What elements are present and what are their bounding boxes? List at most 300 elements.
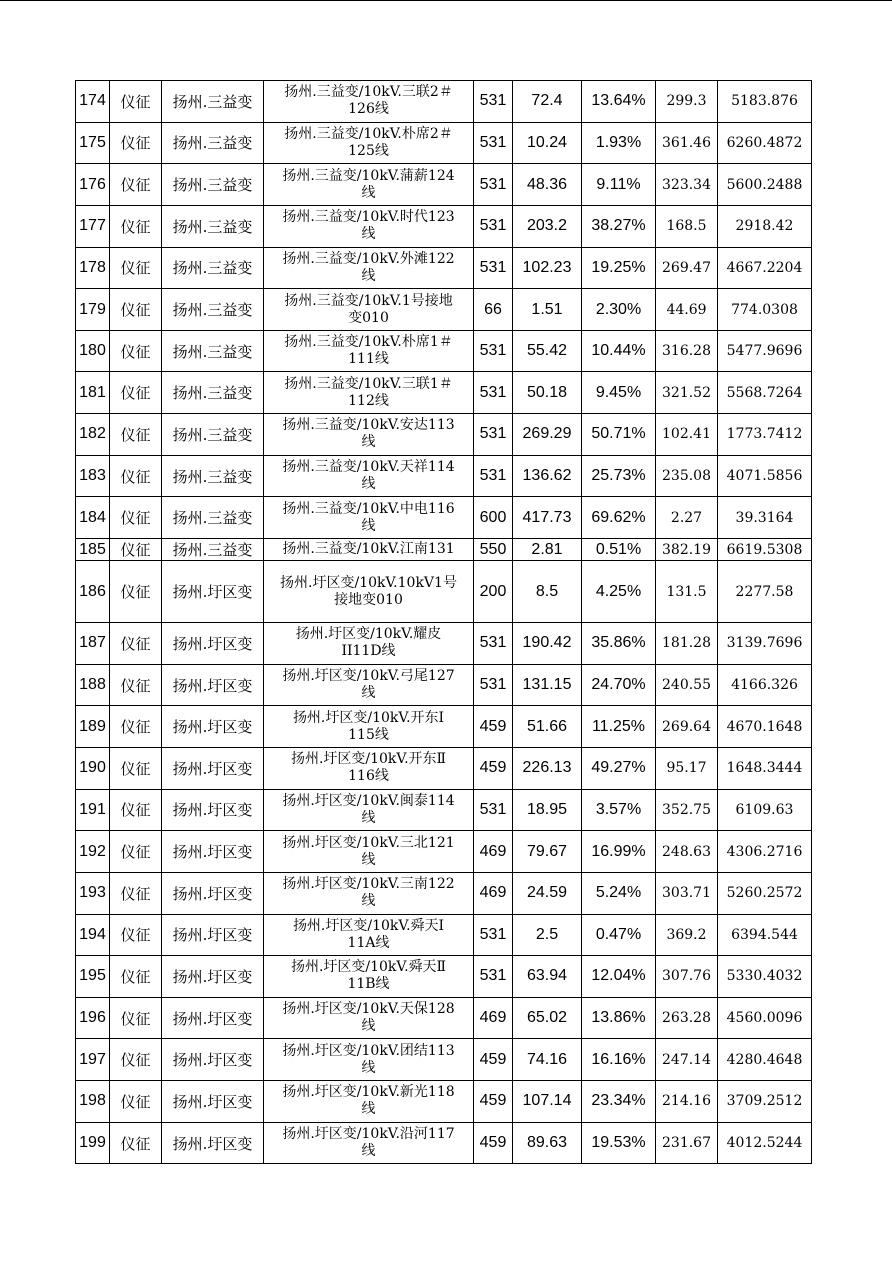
- line-name-cell: [264, 497, 474, 539]
- line-name-part-2: II11D线: [341, 643, 396, 660]
- county-cell: 仪征: [110, 561, 162, 623]
- line-name-part-1: 扬州.圩区变/10kV.开东Ⅱ: [290, 751, 447, 768]
- table-row: [76, 914, 812, 956]
- available-energy-cell: 4560.0096: [718, 997, 812, 1039]
- line-name-cell: [264, 247, 474, 289]
- line-name-part-2: 线: [361, 1143, 376, 1160]
- max-load-cell: 190.42: [513, 623, 582, 665]
- available-energy-cell: 5183.876: [718, 81, 812, 123]
- line-name-part-2: 线: [361, 1018, 376, 1035]
- line-name-part-2: 线: [361, 517, 376, 534]
- max-load-cell: 1.51: [513, 289, 582, 331]
- load-rate-cell: 9.45%: [582, 372, 656, 414]
- available-energy-cell: 4667.2204: [718, 247, 812, 289]
- remaining-capacity-cell: 44.69: [656, 289, 718, 331]
- line-name-part-2: 线: [361, 434, 376, 451]
- load-rate-cell: 13.86%: [582, 997, 656, 1039]
- available-energy-cell: 4280.4648: [718, 1039, 812, 1081]
- line-name-cell: [264, 205, 474, 247]
- substation-cell: 扬州.三益变: [162, 205, 264, 247]
- load-rate-cell: 49.27%: [582, 747, 656, 789]
- row-number-cell: 192: [76, 831, 110, 873]
- load-rate-cell: 12.04%: [582, 956, 656, 998]
- county-cell: 仪征: [110, 623, 162, 665]
- line-name-cell: [264, 455, 474, 497]
- county-cell: 仪征: [110, 664, 162, 706]
- capacity-cell: 531: [474, 247, 513, 289]
- substation-cell: 扬州.圩区变: [162, 1039, 264, 1081]
- county-cell: 仪征: [110, 706, 162, 748]
- remaining-capacity-cell: 316.28: [656, 330, 718, 372]
- substation-cell: 扬州.三益变: [162, 81, 264, 123]
- capacity-cell: 531: [474, 414, 513, 456]
- line-name-part-2: 线: [361, 226, 376, 243]
- remaining-capacity-cell: 168.5: [656, 205, 718, 247]
- county-cell: 仪征: [110, 247, 162, 289]
- remaining-capacity-cell: 382.19: [656, 539, 718, 561]
- row-number-cell: 177: [76, 205, 110, 247]
- capacity-cell: 531: [474, 623, 513, 665]
- table-row: [76, 164, 812, 206]
- load-rate-cell: 38.27%: [582, 205, 656, 247]
- load-rate-cell: 69.62%: [582, 497, 656, 539]
- remaining-capacity-cell: 240.55: [656, 664, 718, 706]
- remaining-capacity-cell: 307.76: [656, 956, 718, 998]
- table-row: [76, 414, 812, 456]
- line-name-part-2: 125线: [348, 142, 389, 159]
- max-load-cell: 131.15: [513, 664, 582, 706]
- line-name-part-2: 接地变010: [334, 591, 403, 608]
- remaining-capacity-cell: 102.41: [656, 414, 718, 456]
- max-load-cell: 2.5: [513, 914, 582, 956]
- available-energy-cell: 4071.5856: [718, 455, 812, 497]
- substation-cell: 扬州.三益变: [162, 497, 264, 539]
- row-number-cell: 180: [76, 330, 110, 372]
- line-name-cell: [264, 372, 474, 414]
- table-row: [76, 122, 812, 164]
- line-name-part-1: 扬州.圩区变/10kV.弓尾127: [282, 668, 455, 684]
- line-name-part-1: 扬州.圩区变/10kV.耀皮: [295, 626, 442, 643]
- line-name-part-2: 11B线: [347, 976, 390, 993]
- max-load-cell: 18.95: [513, 789, 582, 831]
- row-number-cell: 196: [76, 997, 110, 1039]
- available-energy-cell: 1773.7412: [718, 414, 812, 456]
- table-row: [76, 831, 812, 873]
- load-rate-cell: 0.47%: [582, 914, 656, 956]
- line-name-cell: [264, 914, 474, 956]
- capacity-cell: 459: [474, 706, 513, 748]
- line-name-part-1: 扬州.圩区变/10kV.10kV1号: [280, 574, 457, 591]
- substation-cell: 扬州.圩区变: [162, 1081, 264, 1123]
- max-load-cell: 72.4: [513, 81, 582, 123]
- substation-cell: 扬州.圩区变: [162, 831, 264, 873]
- line-name-cell: [264, 330, 474, 372]
- available-energy-cell: 6109.63: [718, 789, 812, 831]
- capacity-cell: 550: [474, 539, 513, 561]
- max-load-cell: 55.42: [513, 330, 582, 372]
- line-name-part-2: 线: [361, 851, 376, 868]
- table-row: [76, 205, 812, 247]
- substation-cell: 扬州.圩区变: [162, 623, 264, 665]
- row-number-cell: 175: [76, 122, 110, 164]
- load-rate-cell: 10.44%: [582, 330, 656, 372]
- row-number-cell: 194: [76, 914, 110, 956]
- available-energy-cell: 3139.7696: [718, 623, 812, 665]
- remaining-capacity-cell: 269.47: [656, 247, 718, 289]
- available-energy-cell: 5330.4032: [718, 956, 812, 998]
- table-row: [76, 872, 812, 914]
- substation-cell: 扬州.圩区变: [162, 997, 264, 1039]
- line-name-part-1: 扬州.圩区变/10kV.团结113: [282, 1042, 455, 1059]
- table-row: [76, 81, 812, 123]
- row-number-cell: 178: [76, 247, 110, 289]
- substation-cell: 扬州.三益变: [162, 289, 264, 331]
- remaining-capacity-cell: 352.75: [656, 789, 718, 831]
- county-cell: 仪征: [110, 1122, 162, 1164]
- remaining-capacity-cell: 323.34: [656, 164, 718, 206]
- max-load-cell: 203.2: [513, 205, 582, 247]
- table-row: [76, 1039, 812, 1081]
- load-rate-cell: 19.53%: [582, 1122, 656, 1164]
- line-name-part-2: 126线: [348, 101, 389, 118]
- capacity-cell: 531: [474, 122, 513, 164]
- remaining-capacity-cell: 303.71: [656, 872, 718, 914]
- capacity-cell: 531: [474, 81, 513, 123]
- line-name-part-1: 扬州.圩区变/10kV.三北121: [282, 834, 455, 851]
- county-cell: 仪征: [110, 872, 162, 914]
- line-name-part-1: 扬州.三益变/10kV.时代123: [282, 209, 455, 226]
- capacity-cell: 200: [474, 561, 513, 623]
- line-name-cell: [264, 1122, 474, 1164]
- available-energy-cell: 3709.2512: [718, 1081, 812, 1123]
- county-cell: 仪征: [110, 164, 162, 206]
- capacity-cell: 531: [474, 455, 513, 497]
- remaining-capacity-cell: 369.2: [656, 914, 718, 956]
- table-row: [76, 289, 812, 331]
- capacity-cell: 459: [474, 1122, 513, 1164]
- load-rate-cell: 50.71%: [582, 414, 656, 456]
- line-name-part-2: 112线: [348, 392, 389, 409]
- capacity-cell: 469: [474, 831, 513, 873]
- line-name-part-2: 变010: [348, 309, 389, 326]
- row-number-cell: 193: [76, 872, 110, 914]
- available-energy-cell: 5477.9696: [718, 330, 812, 372]
- remaining-capacity-cell: 214.16: [656, 1081, 718, 1123]
- available-energy-cell: 2277.58: [718, 561, 812, 623]
- max-load-cell: 65.02: [513, 997, 582, 1039]
- table-body: [76, 81, 812, 1164]
- line-name-part-2: 线: [361, 893, 376, 910]
- available-energy-cell: 39.3164: [718, 497, 812, 539]
- county-cell: 仪征: [110, 372, 162, 414]
- table-row: [76, 1122, 812, 1164]
- remaining-capacity-cell: 131.5: [656, 561, 718, 623]
- available-energy-cell: 1648.3444: [718, 747, 812, 789]
- county-cell: 仪征: [110, 789, 162, 831]
- capacity-cell: 531: [474, 914, 513, 956]
- county-cell: 仪征: [110, 831, 162, 873]
- substation-cell: 扬州.三益变: [162, 539, 264, 561]
- max-load-cell: 136.62: [513, 455, 582, 497]
- line-name-part-1: 扬州.三益变/10kV.外滩122: [282, 250, 455, 267]
- line-name-part-2: 线: [361, 476, 376, 493]
- capacity-cell: 600: [474, 497, 513, 539]
- row-number-cell: 199: [76, 1122, 110, 1164]
- county-cell: 仪征: [110, 289, 162, 331]
- line-name-cell: [264, 414, 474, 456]
- row-number-cell: 181: [76, 372, 110, 414]
- substation-cell: 扬州.圩区变: [162, 561, 264, 623]
- feeder-capacity-table: [75, 80, 812, 1164]
- substation-cell: 扬州.三益变: [162, 330, 264, 372]
- available-energy-cell: 4166.326: [718, 664, 812, 706]
- load-rate-cell: 35.86%: [582, 623, 656, 665]
- substation-cell: 扬州.圩区变: [162, 789, 264, 831]
- capacity-cell: 469: [474, 872, 513, 914]
- county-cell: 仪征: [110, 747, 162, 789]
- max-load-cell: 50.18: [513, 372, 582, 414]
- line-name-cell: [264, 956, 474, 998]
- available-energy-cell: 6394.544: [718, 914, 812, 956]
- table-row: [76, 539, 812, 561]
- row-number-cell: 184: [76, 497, 110, 539]
- remaining-capacity-cell: 2.27: [656, 497, 718, 539]
- capacity-cell: 469: [474, 997, 513, 1039]
- table-row: [76, 623, 812, 665]
- available-energy-cell: 5568.7264: [718, 372, 812, 414]
- line-name-part-2: 线: [361, 685, 376, 701]
- line-name-cell: [264, 789, 474, 831]
- remaining-capacity-cell: 235.08: [656, 455, 718, 497]
- load-rate-cell: 16.99%: [582, 831, 656, 873]
- line-name-part-1: 扬州.圩区变/10kV.三南122: [282, 876, 455, 893]
- row-number-cell: 179: [76, 289, 110, 331]
- load-rate-cell: 3.57%: [582, 789, 656, 831]
- max-load-cell: 102.23: [513, 247, 582, 289]
- max-load-cell: 63.94: [513, 956, 582, 998]
- max-load-cell: 51.66: [513, 706, 582, 748]
- available-energy-cell: 4012.5244: [718, 1122, 812, 1164]
- capacity-cell: 531: [474, 164, 513, 206]
- line-name-part-1: 扬州.圩区变/10kV.舜天Ⅰ: [292, 917, 445, 934]
- row-number-cell: 188: [76, 664, 110, 706]
- table-row: [76, 330, 812, 372]
- county-cell: 仪征: [110, 455, 162, 497]
- capacity-cell: 66: [474, 289, 513, 331]
- line-name-cell: [264, 747, 474, 789]
- line-name-part-2: 线: [361, 267, 376, 284]
- line-name-part-2: 11A线: [347, 934, 390, 951]
- available-energy-cell: 6260.4872: [718, 122, 812, 164]
- available-energy-cell: 4670.1648: [718, 706, 812, 748]
- line-name-part-1: 扬州.三益变/10kV.三联2＃: [284, 84, 453, 101]
- line-name-part-1: 扬州.圩区变/10kV.闽泰114: [282, 792, 455, 809]
- table-row: [76, 497, 812, 539]
- table-row: [76, 247, 812, 289]
- line-name-part-2: 线: [361, 1101, 376, 1118]
- row-number-cell: 191: [76, 789, 110, 831]
- line-name-part-1: 扬州.圩区变/10kV.开东Ⅰ: [292, 709, 445, 726]
- table-row: [76, 997, 812, 1039]
- county-cell: 仪征: [110, 997, 162, 1039]
- row-number-cell: 195: [76, 956, 110, 998]
- capacity-cell: 531: [474, 372, 513, 414]
- line-name-cell: [264, 706, 474, 748]
- load-rate-cell: 11.25%: [582, 706, 656, 748]
- county-cell: 仪征: [110, 81, 162, 123]
- load-rate-cell: 25.73%: [582, 455, 656, 497]
- line-name-part-2: 线: [361, 184, 376, 201]
- max-load-cell: 48.36: [513, 164, 582, 206]
- capacity-cell: 531: [474, 789, 513, 831]
- substation-cell: 扬州.圩区变: [162, 1122, 264, 1164]
- line-name-cell: [264, 539, 474, 561]
- row-number-cell: 176: [76, 164, 110, 206]
- row-number-cell: 187: [76, 623, 110, 665]
- max-load-cell: 269.29: [513, 414, 582, 456]
- line-name-part-2: 线: [361, 1059, 376, 1076]
- county-cell: 仪征: [110, 914, 162, 956]
- remaining-capacity-cell: 247.14: [656, 1039, 718, 1081]
- capacity-cell: 531: [474, 956, 513, 998]
- table-row: [76, 1081, 812, 1123]
- remaining-capacity-cell: 299.3: [656, 81, 718, 123]
- county-cell: 仪征: [110, 414, 162, 456]
- table-row: [76, 561, 812, 623]
- line-name-part-1: 扬州.圩区变/10kV.沿河117: [282, 1126, 455, 1143]
- load-rate-cell: 16.16%: [582, 1039, 656, 1081]
- line-name-part-1: 扬州.三益变/10kV.安达113: [282, 417, 455, 434]
- row-number-cell: 197: [76, 1039, 110, 1081]
- line-name-cell: [264, 664, 474, 706]
- line-name-part-1: 扬州.三益变/10kV.朴席1＃: [284, 334, 453, 351]
- county-cell: 仪征: [110, 330, 162, 372]
- row-number-cell: 185: [76, 539, 110, 561]
- load-rate-cell: 0.51%: [582, 539, 656, 561]
- available-energy-cell: 6619.5308: [718, 539, 812, 561]
- available-energy-cell: 5600.2488: [718, 164, 812, 206]
- line-name-part-1: 扬州.三益变/10kV.蒲薪124: [282, 167, 455, 184]
- line-name-cell: [264, 289, 474, 331]
- line-name-part-2: 111线: [348, 351, 389, 368]
- line-name-part-1: 扬州.圩区变/10kV.新光118: [282, 1084, 455, 1101]
- available-energy-cell: 4306.2716: [718, 831, 812, 873]
- line-name-cell: [264, 164, 474, 206]
- county-cell: 仪征: [110, 1039, 162, 1081]
- max-load-cell: 226.13: [513, 747, 582, 789]
- line-name-cell: [264, 872, 474, 914]
- max-load-cell: 417.73: [513, 497, 582, 539]
- remaining-capacity-cell: 321.52: [656, 372, 718, 414]
- substation-cell: 扬州.三益变: [162, 247, 264, 289]
- remaining-capacity-cell: 95.17: [656, 747, 718, 789]
- remaining-capacity-cell: 248.63: [656, 831, 718, 873]
- line-name-cell: [264, 1081, 474, 1123]
- max-load-cell: 74.16: [513, 1039, 582, 1081]
- load-rate-cell: 24.70%: [582, 664, 656, 706]
- load-rate-cell: 9.11%: [582, 164, 656, 206]
- row-number-cell: 183: [76, 455, 110, 497]
- capacity-cell: 459: [474, 1081, 513, 1123]
- row-number-cell: 189: [76, 706, 110, 748]
- county-cell: 仪征: [110, 497, 162, 539]
- table-row: [76, 956, 812, 998]
- load-rate-cell: 13.64%: [582, 81, 656, 123]
- max-load-cell: 2.81: [513, 539, 582, 561]
- county-cell: 仪征: [110, 122, 162, 164]
- max-load-cell: 24.59: [513, 872, 582, 914]
- substation-cell: 扬州.圩区变: [162, 872, 264, 914]
- available-energy-cell: 5260.2572: [718, 872, 812, 914]
- substation-cell: 扬州.圩区变: [162, 664, 264, 706]
- load-rate-cell: 19.25%: [582, 247, 656, 289]
- load-rate-cell: 5.24%: [582, 872, 656, 914]
- substation-cell: 扬州.三益变: [162, 122, 264, 164]
- row-number-cell: 182: [76, 414, 110, 456]
- remaining-capacity-cell: 231.67: [656, 1122, 718, 1164]
- max-load-cell: 107.14: [513, 1081, 582, 1123]
- substation-cell: 扬州.圩区变: [162, 956, 264, 998]
- max-load-cell: 89.63: [513, 1122, 582, 1164]
- substation-cell: 扬州.三益变: [162, 455, 264, 497]
- substation-cell: 扬州.三益变: [162, 164, 264, 206]
- load-rate-cell: 23.34%: [582, 1081, 656, 1123]
- line-name-part-1: 扬州.圩区变/10kV.舜天Ⅱ: [290, 959, 447, 976]
- row-number-cell: 174: [76, 81, 110, 123]
- line-name-part-1: 扬州.三益变/10kV.江南131: [282, 541, 455, 558]
- line-name-part-2: 线: [361, 809, 376, 826]
- line-name-cell: [264, 1039, 474, 1081]
- line-name-part-1: 扬州.三益变/10kV.天祥114: [282, 459, 455, 476]
- available-energy-cell: 774.0308: [718, 289, 812, 331]
- table-row: [76, 789, 812, 831]
- capacity-cell: 459: [474, 747, 513, 789]
- load-rate-cell: 1.93%: [582, 122, 656, 164]
- line-name-part-1: 扬州.三益变/10kV.朴席2＃: [284, 125, 453, 142]
- county-cell: 仪征: [110, 1081, 162, 1123]
- capacity-cell: 531: [474, 205, 513, 247]
- line-name-part-1: 扬州.三益变/10kV.三联1＃: [284, 375, 453, 392]
- load-rate-cell: 2.30%: [582, 289, 656, 331]
- row-number-cell: 186: [76, 561, 110, 623]
- line-name-cell: [264, 81, 474, 123]
- line-name-cell: [264, 831, 474, 873]
- substation-cell: 扬州.圩区变: [162, 914, 264, 956]
- capacity-cell: 531: [474, 664, 513, 706]
- page-top-rule: [0, 0, 892, 1]
- table-row: [76, 706, 812, 748]
- table-row: [76, 455, 812, 497]
- max-load-cell: 8.5: [513, 561, 582, 623]
- line-name-part-2: 115线: [348, 726, 389, 743]
- table-row: [76, 372, 812, 414]
- county-cell: 仪征: [110, 956, 162, 998]
- substation-cell: 扬州.圩区变: [162, 747, 264, 789]
- line-name-part-1: 扬州.圩区变/10kV.天保128: [282, 1001, 455, 1018]
- available-energy-cell: 2918.42: [718, 205, 812, 247]
- remaining-capacity-cell: 181.28: [656, 623, 718, 665]
- remaining-capacity-cell: 269.64: [656, 706, 718, 748]
- county-cell: 仪征: [110, 205, 162, 247]
- capacity-cell: 459: [474, 1039, 513, 1081]
- line-name-cell: [264, 997, 474, 1039]
- county-cell: 仪征: [110, 539, 162, 561]
- line-name-part-1: 扬州.三益变/10kV.1号接地: [284, 292, 453, 309]
- load-rate-cell: 4.25%: [582, 561, 656, 623]
- remaining-capacity-cell: 361.46: [656, 122, 718, 164]
- substation-cell: 扬州.三益变: [162, 372, 264, 414]
- max-load-cell: 79.67: [513, 831, 582, 873]
